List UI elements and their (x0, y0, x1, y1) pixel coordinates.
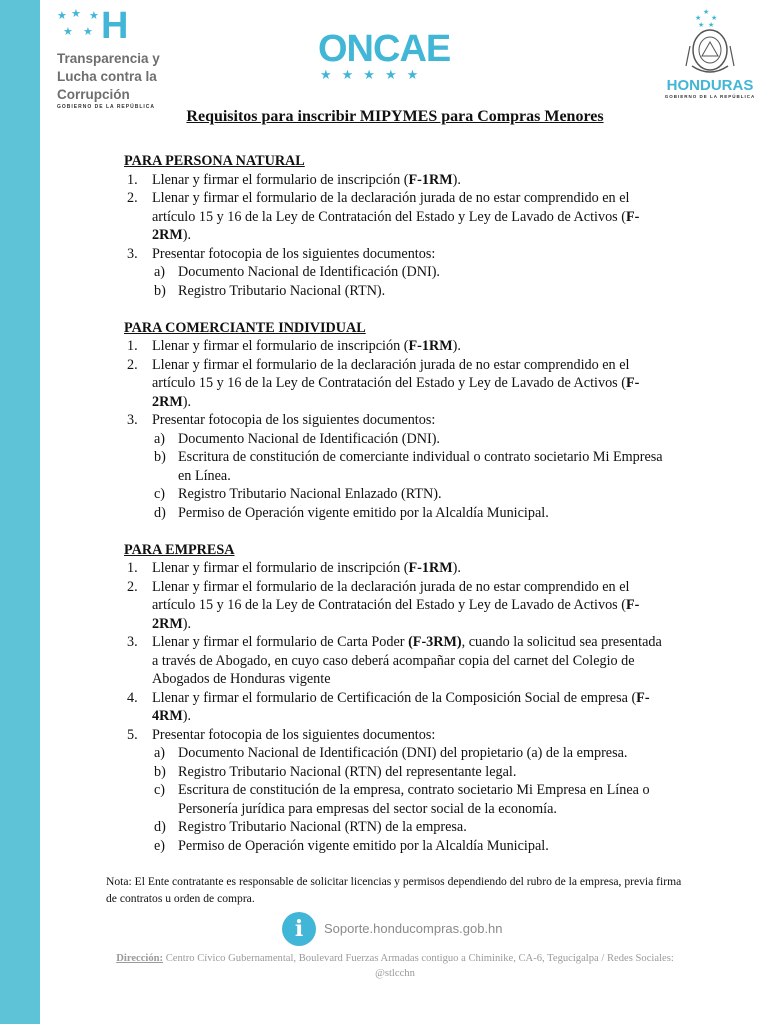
requirement-item (124, 633, 664, 689)
sub-item-text: Registro Tributario Nacional (RTN) del representante legal. (178, 763, 517, 780)
government-subline: GOBIERNO DE LA REPÚBLICA (664, 94, 756, 99)
item-text: Llenar y firmar el formulario de la declaración jurada de no estar comprendido en el artículo 15 y 16 de la Ley de Contratación del Estado y Ley de Lavado de Activos ( (152, 356, 630, 391)
note-text: Nota: El Ente contratante es responsable de solicitar licencias y permisos dependiendo del rubro de la empresa, previa firma de contratos u orden de compra. (106, 875, 682, 905)
sub-item-text: Documento Nacional de Identificación (DNI). (178, 264, 440, 280)
sub-item-text: Permiso de Operación vigente emitido por la Alcaldía Municipal. (178, 837, 549, 854)
sub-item-text: Escritura de constitución de comerciante individual o contrato societario Mi Empresa en Línea. (178, 449, 663, 484)
honduras-logo (660, 6, 760, 106)
item-text-end: ). (182, 615, 192, 632)
item-text-end: ). (182, 393, 192, 410)
item-number: 4. (127, 689, 138, 706)
item-text-end: ). (452, 171, 461, 188)
oncae-wordmark: ONCAE (318, 28, 451, 70)
country-name: HONDURAS (666, 77, 754, 94)
sub-item-letter: a) (154, 745, 166, 761)
item-text-end: , cuando la solicitud sea presentada a través de Abogado, en cuyo caso deberá acompañar copia del carnet del Colegio de Abogados de Honduras vigente (152, 634, 662, 687)
form-code: F-1RM (408, 560, 453, 576)
item-text: Llenar y firmar el formulario de la declaración jurada de no estar comprendido en el artículo 15 y 16 de la Ley de Contratación del Estado y Ley de Lavado de Activos ( (152, 190, 630, 225)
stars-icon: ★★★★★ (320, 68, 429, 83)
info-icon: i (282, 912, 316, 946)
sub-item-letter: a) (154, 430, 166, 447)
item-number: 3. (127, 412, 138, 428)
government-subline: GOBIERNO DE LA REPÚBLICA (57, 104, 155, 110)
sub-item-text: Documento Nacional de Identificación (DNI). (178, 430, 440, 447)
requirements-content (124, 152, 664, 874)
support-site[interactable]: Soporte.honducompras.gob.hn (324, 921, 503, 936)
requirement-item (124, 578, 664, 634)
item-text-end: ). (452, 338, 461, 354)
item-text: Llenar y firmar el formulario de inscripción ( (152, 560, 409, 576)
section-heading: PARA COMERCIANTE INDIVIDUAL (124, 319, 366, 336)
item-text: Llenar y firmar el formulario de inscripción ( (152, 338, 409, 354)
item-text: Llenar y firmar el formulario de Carta Poder (152, 634, 409, 650)
item-number: 5. (127, 726, 138, 743)
requirement-item (124, 726, 664, 745)
sub-item (124, 818, 664, 837)
svg-text:★: ★ (698, 21, 705, 29)
sub-item-text: Escritura de constitución de la empresa, contrato societario Mi Empresa en Línea o Personería jurídica para empresas del sector social de la economía. (178, 782, 650, 817)
oncae-logo (318, 30, 468, 85)
item-text: Presentar fotocopia de los siguientes documentos: (152, 412, 436, 428)
sub-item-letter: b) (154, 763, 166, 780)
coat-of-arms-icon (680, 6, 740, 78)
sub-item-letter: b) (154, 282, 166, 299)
side-color-bar (0, 0, 40, 1024)
form-code: F-2RM (152, 208, 640, 243)
h-letter-mark: H (101, 5, 129, 47)
requirement-item (124, 559, 664, 578)
item-number: 3. (127, 634, 138, 650)
document-title: Requisitos para inscribir MIPYMES para Compras Menores (186, 108, 604, 125)
sub-item (124, 282, 664, 301)
svg-text:★: ★ (708, 21, 715, 29)
item-number: 2. (127, 578, 138, 595)
section (124, 152, 664, 300)
sub-item (124, 504, 664, 523)
requirement-item (124, 189, 664, 245)
item-text-end: ). (182, 227, 192, 243)
sub-item (124, 448, 664, 485)
svg-text:★: ★ (703, 8, 710, 16)
item-text: Presentar fotocopia de los siguientes documentos: (152, 726, 436, 743)
address-label: Dirección: (116, 953, 164, 964)
sub-item-letter: c) (154, 486, 166, 502)
svg-text:★: ★ (711, 14, 718, 22)
section (124, 319, 664, 523)
item-number: 3. (127, 245, 138, 262)
sub-item-text: Documento Nacional de Identificación (DNI) del propietario (a) de la empresa. (178, 745, 628, 761)
requirement-item (124, 411, 664, 430)
sub-item-text: Permiso de Operación vigente emitido por la Alcaldía Municipal. (178, 504, 549, 521)
item-number: 1. (127, 338, 138, 354)
sub-item (124, 430, 664, 449)
sub-item (124, 485, 664, 504)
section-heading: PARA EMPRESA (124, 541, 235, 558)
requirement-item (124, 689, 664, 726)
sub-item-letter: d) (154, 819, 166, 835)
item-number: 2. (127, 190, 138, 206)
sub-item (124, 263, 664, 282)
item-text: Presentar fotocopia de los siguientes documentos: (152, 245, 436, 262)
org-name: Transparencia y Lucha contra la Corrupción (57, 51, 160, 102)
address-text: Centro Cívico Gubernamental, Boulevard Fuerzas Armadas contiguo a Chiminike, CA-6, Tegucigalpa / Redes Sociales: @stlcchn (163, 953, 674, 979)
sub-item-letter: e) (154, 837, 166, 854)
requirement-item (124, 171, 664, 190)
sub-item (124, 781, 664, 818)
form-code: (F-3RM) (408, 634, 462, 650)
sub-item-text: Registro Tributario Nacional (RTN) de la empresa. (178, 819, 467, 835)
requirement-item (124, 245, 664, 264)
address-footer (100, 951, 690, 981)
sub-item-text: Registro Tributario Nacional (RTN). (178, 282, 386, 299)
requirement-item (124, 337, 664, 356)
form-code: F-1RM (408, 171, 453, 188)
item-number: 1. (127, 171, 138, 188)
sub-item-letter: b) (154, 449, 166, 465)
form-code: F-1RM (408, 338, 453, 354)
sub-item-letter: a) (154, 264, 166, 280)
sub-item-letter: d) (154, 504, 166, 521)
requirement-item (124, 356, 664, 412)
stars-icon: ★ ★ ★ ★ ★ (57, 7, 99, 38)
section (124, 541, 664, 856)
item-text: Llenar y firmar el formulario de Certificación de la Composición Social de empresa ( (152, 689, 637, 706)
sub-item (124, 837, 664, 856)
form-code: F-2RM (152, 375, 640, 410)
transparency-logo (55, 5, 185, 110)
sub-item (124, 763, 664, 782)
form-code: F-2RM (152, 597, 640, 632)
item-text-end: ). (182, 708, 192, 724)
sub-item-letter: c) (154, 782, 166, 798)
section-heading: PARA PERSONA NATURAL (124, 153, 305, 169)
form-code: F-4RM (152, 689, 650, 724)
item-number: 2. (127, 356, 138, 373)
item-text: Llenar y firmar el formulario de inscripción ( (152, 171, 409, 188)
item-text: Llenar y firmar el formulario de la declaración jurada de no estar comprendido en el artículo 15 y 16 de la Ley de Contratación del Estado y Ley de Lavado de Activos ( (152, 578, 630, 613)
sub-item (124, 744, 664, 763)
svg-text:★: ★ (695, 14, 702, 22)
item-text-end: ). (452, 560, 461, 576)
item-number: 1. (127, 560, 138, 576)
sub-item-text: Registro Tributario Nacional Enlazado (RTN). (178, 486, 442, 502)
